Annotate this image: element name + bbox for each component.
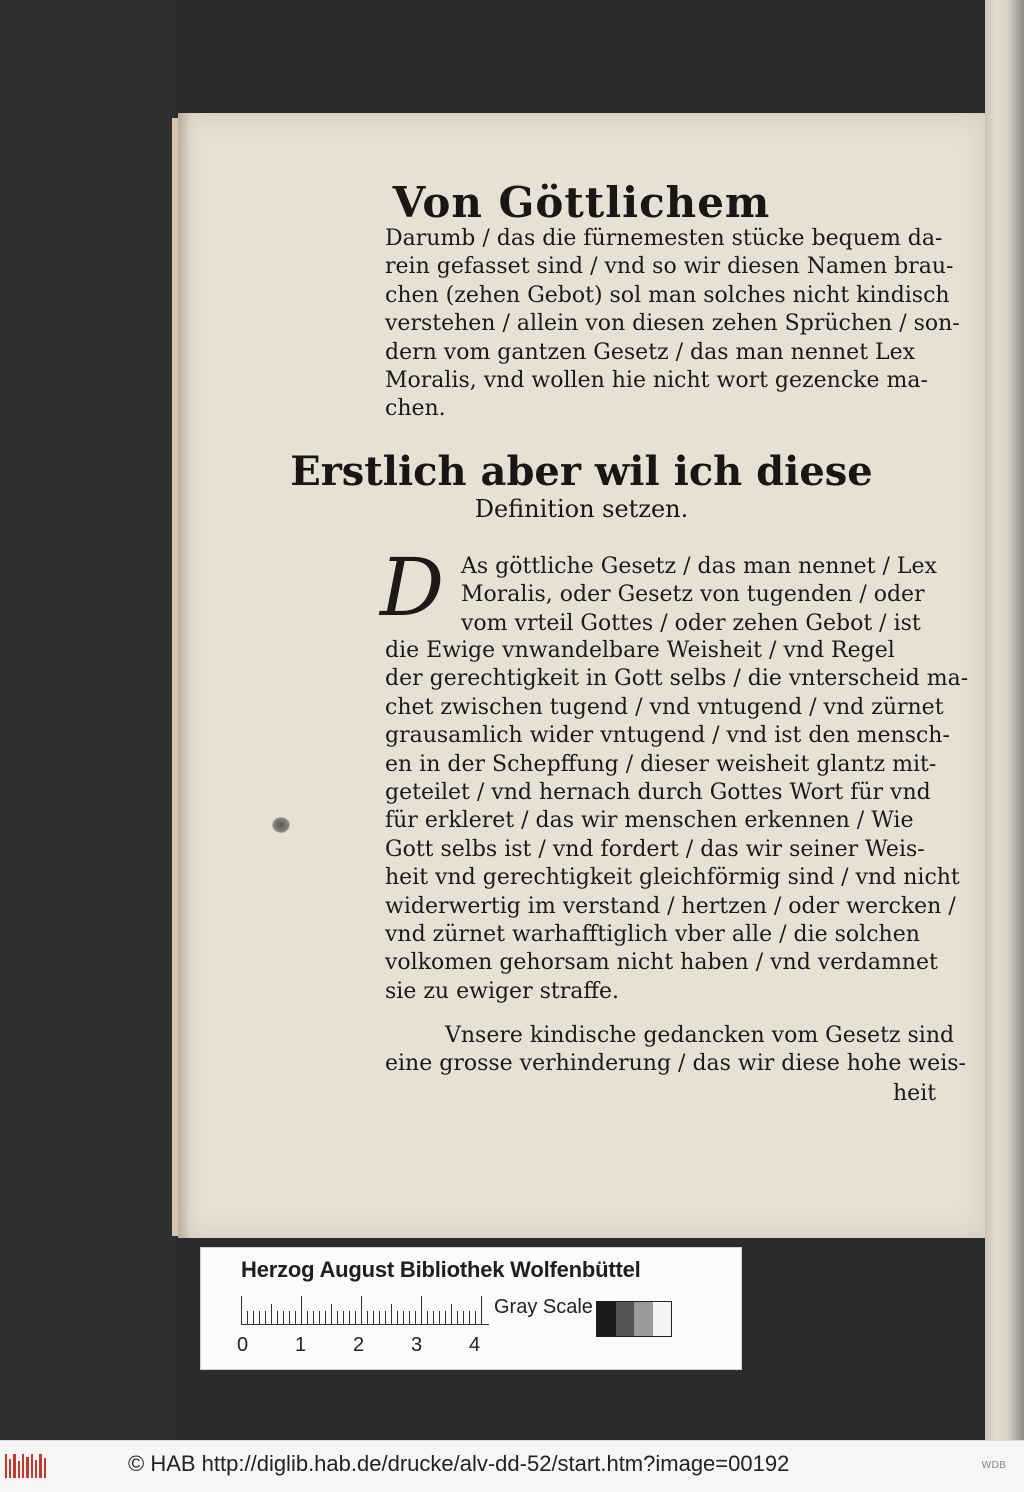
paragraph-line: Moralis, oder Gesetz von tugenden / oder xyxy=(461,582,925,608)
drop-initial: D xyxy=(380,541,445,634)
footer-mark: WDB xyxy=(981,1460,1006,1471)
ink-smudge xyxy=(272,817,290,833)
ruler-tick xyxy=(427,1311,428,1324)
paragraph-line: volkomen gehorsam nicht haben / vnd verdamnet xyxy=(385,950,938,976)
ruler-number: 3 xyxy=(411,1334,423,1356)
scale-card xyxy=(200,1247,742,1370)
paragraph-line: Vnsere kindische gedancken vom Gesetz sind xyxy=(445,1023,955,1048)
ruler-tick xyxy=(469,1311,470,1324)
ruler-tick xyxy=(301,1296,302,1324)
paragraph-line: heit vnd gerechtigkeit gleichförmig sind / vnd nicht xyxy=(385,865,960,891)
paragraph-1 xyxy=(385,225,960,424)
ruler-tick xyxy=(373,1311,374,1324)
ruler-tick xyxy=(463,1311,464,1324)
paragraph-line: dern vom gantzen Gesetz / das man nennet Lex xyxy=(385,339,916,365)
paragraph-line: eine grosse verhinderung / das wir diese hohe weis- xyxy=(385,1051,966,1077)
copyright-url: © HAB http://diglib.hab.de/drucke/alv-dd-52/start.htm?image=00192 xyxy=(128,1451,790,1476)
paragraph-line: rein gefasset sind / vnd so wir diesen Namen brau- xyxy=(385,254,954,280)
ruler-tick xyxy=(451,1304,452,1324)
ruler-tick xyxy=(367,1311,368,1324)
ruler-icon xyxy=(241,1296,489,1325)
ruler-number: 2 xyxy=(353,1334,365,1356)
ruler-tick xyxy=(259,1311,260,1324)
paragraph-line: chet zwischen tugend / vnd vntugend / vnd zürnet xyxy=(385,694,944,720)
ruler-tick xyxy=(403,1311,404,1324)
ruler-tick xyxy=(445,1311,446,1324)
adjacent-page-edge xyxy=(985,0,1024,1440)
heading-erstlich: Erstlich aber wil ich diese xyxy=(290,448,873,495)
paragraph-line: die Ewige vnwandelbare Weisheit / vnd Regel xyxy=(385,638,895,663)
ruler-tick xyxy=(271,1304,272,1324)
ruler-tick xyxy=(439,1311,440,1324)
ruler-tick xyxy=(397,1311,398,1324)
library-name: Herzog August Bibliothek Wolfenbüttel xyxy=(241,1257,641,1282)
ruler-tick xyxy=(421,1296,422,1324)
heading-definition: Definition setzen. xyxy=(474,495,689,523)
paragraph-line: geteilet / vnd hernach durch Gottes Wort für vnd xyxy=(385,780,931,806)
paragraph-3 xyxy=(385,1022,966,1079)
paragraph-2-indented xyxy=(461,553,935,638)
paragraph-line: chen (zehen Gebot) sol man solches nicht kindisch xyxy=(385,282,950,308)
ruler-tick xyxy=(475,1311,476,1324)
paragraph-line: Darumb / das die fürnemesten stücke bequem da- xyxy=(385,226,943,251)
ruler-tick xyxy=(325,1311,326,1324)
ruler-tick xyxy=(415,1311,416,1324)
paragraph-line: en in der Schepffung / dieser weisheit glantz mit- xyxy=(385,751,937,777)
heading-von-goettlichem: Von Göttlichem xyxy=(392,178,771,227)
ruler-number: 1 xyxy=(295,1334,307,1356)
ruler-tick xyxy=(307,1311,308,1324)
ruler-tick xyxy=(355,1311,356,1324)
gray-swatch xyxy=(634,1302,653,1336)
ruler-tick xyxy=(481,1296,482,1324)
paragraph-line: vnd zürnet warhafftiglich vber alle / die solchen xyxy=(385,922,920,948)
ruler-tick xyxy=(409,1311,410,1324)
ruler-number: 4 xyxy=(469,1334,481,1356)
paragraph-line: verstehen / allein von diesen zehen Sprüchen / son- xyxy=(385,311,960,337)
ruler-tick xyxy=(337,1311,338,1324)
gray-swatch xyxy=(653,1302,672,1336)
paragraph-2 xyxy=(385,637,969,1006)
paragraph-line: vom vrteil Gottes / oder zehen Gebot / ist xyxy=(461,610,921,636)
ruler-tick xyxy=(265,1311,266,1324)
ruler-tick xyxy=(313,1311,314,1324)
catchword: heit xyxy=(893,1081,937,1106)
ruler-tick xyxy=(289,1311,290,1324)
barcode-logo-icon xyxy=(4,1451,48,1481)
ruler-tick xyxy=(379,1311,380,1324)
paragraph-line: sie zu ewiger straffe. xyxy=(385,978,619,1004)
ruler-tick xyxy=(343,1311,344,1324)
ruler-tick xyxy=(331,1304,332,1324)
ruler-tick xyxy=(361,1296,362,1324)
gray-scale-label: Gray Scale xyxy=(494,1296,593,1318)
ruler-tick xyxy=(247,1311,248,1324)
ruler-tick xyxy=(319,1311,320,1324)
paragraph-line: chen. xyxy=(385,396,446,422)
paragraph-line: für erkleret / das wir menschen erkennen / Wie xyxy=(385,808,914,834)
paragraph-line: As göttliche Gesetz / das man nennet / Lex xyxy=(461,554,937,579)
gray-scale-swatches xyxy=(596,1301,672,1337)
ruler-tick xyxy=(253,1311,254,1324)
gray-swatch xyxy=(616,1302,635,1336)
ruler-tick xyxy=(295,1311,296,1324)
ruler-tick xyxy=(391,1304,392,1324)
background-left xyxy=(0,0,175,1440)
ruler-tick xyxy=(457,1311,458,1324)
paragraph-line: widerwertig im verstand / hertzen / oder wercken / xyxy=(385,893,956,919)
ruler-tick xyxy=(349,1311,350,1324)
ruler-tick xyxy=(283,1311,284,1324)
ruler-tick xyxy=(241,1296,242,1324)
ruler-number: 0 xyxy=(237,1334,249,1356)
paragraph-line: Moralis, vnd wollen hie nicht wort gezencke ma- xyxy=(385,368,928,394)
footer-bar xyxy=(0,1440,1024,1492)
paragraph-line: der gerechtigkeit in Gott selbs / die vnterscheid ma- xyxy=(385,666,969,692)
paragraph-line: Gott selbs ist / vnd fordert / das wir seiner Weis- xyxy=(385,836,925,862)
ruler-tick xyxy=(277,1311,278,1324)
ruler-tick xyxy=(385,1311,386,1324)
gray-swatch xyxy=(597,1302,616,1336)
ruler-tick xyxy=(433,1311,434,1324)
paragraph-line: grausamlich wider vntugend / vnd ist den mensch- xyxy=(385,723,950,749)
